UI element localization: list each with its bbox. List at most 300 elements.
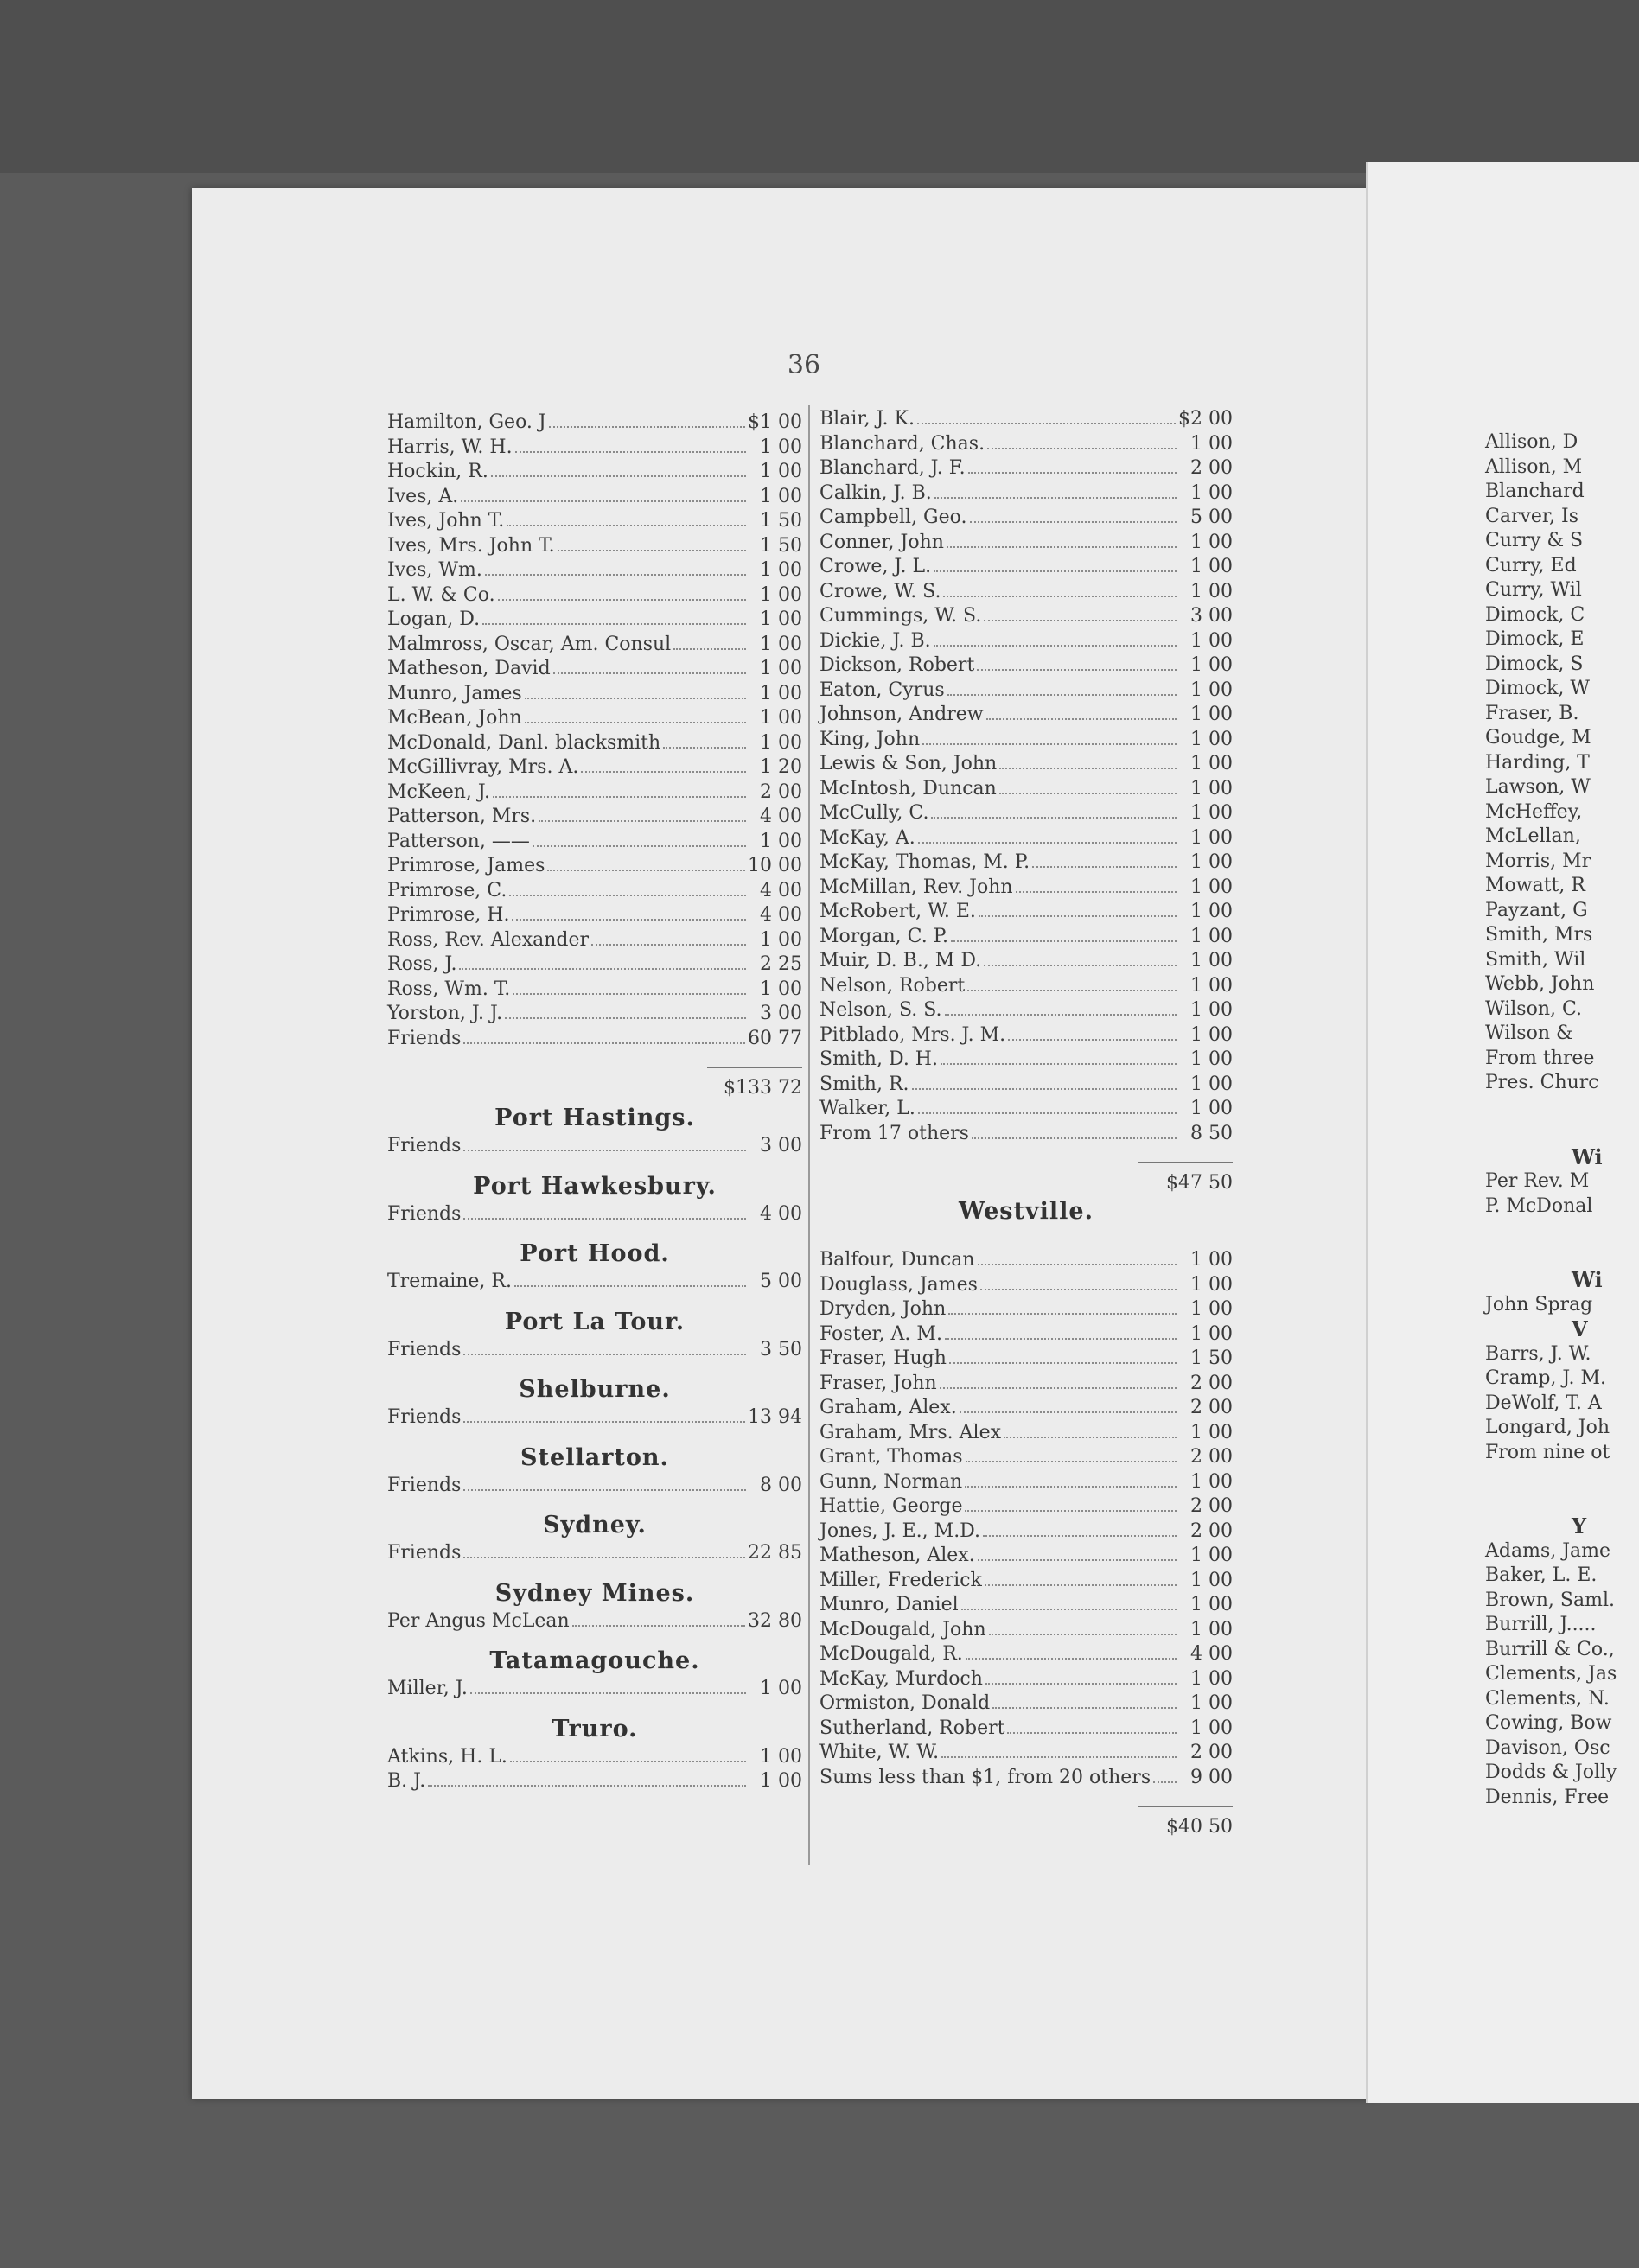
right-page-line: Fraser, B. [1485, 702, 1579, 724]
right-page-line: Dimock, S [1485, 653, 1584, 675]
leader-dots [591, 944, 746, 946]
donor-name: Blanchard, J. F. [820, 457, 966, 479]
donor-name: McMillan, Rev. John [820, 876, 1013, 898]
place-heading: Port La Tour. [504, 1308, 686, 1335]
leader-dots [940, 1387, 1177, 1389]
donor-name: Patterson, Mrs. [387, 806, 537, 827]
donation-amount: 1 00 [1190, 950, 1233, 972]
donation-amount: 1 00 [1190, 876, 1233, 898]
donor-row [387, 534, 802, 559]
leader-dots [961, 1609, 1177, 1610]
right-page-line: John Sprag [1485, 1293, 1593, 1316]
leader-dots [663, 747, 746, 749]
donation-amount: 1 00 [760, 1678, 802, 1699]
donation-amount: 2 00 [1190, 1446, 1233, 1468]
right-page-line: Dimock, E [1485, 628, 1585, 650]
donor-name: McKay, Murdoch [820, 1667, 983, 1690]
donor-name: Sums less than $1, from 20 others [820, 1766, 1151, 1788]
leader-dots [983, 1535, 1177, 1537]
donation-amount: 1 00 [760, 682, 802, 704]
donor-name: Atkins, H. L. [387, 1745, 507, 1768]
donation-amount: 10 00 [748, 855, 802, 876]
leader-dots [967, 990, 1177, 991]
donation-amount: 1 00 [1190, 1618, 1233, 1640]
donation-amount: 13 94 [748, 1406, 802, 1428]
right-page-line: DeWolf, T. A [1485, 1392, 1602, 1414]
leader-dots [463, 1218, 746, 1220]
right-page-line: Dennis, Free [1485, 1786, 1610, 1808]
donor-row [820, 1048, 1233, 1073]
right-page-line: Curry, Wil [1485, 579, 1582, 601]
leader-dots [945, 1014, 1177, 1016]
donation-amount: 2 00 [1190, 1742, 1233, 1763]
donor-row [820, 604, 1233, 629]
right-page-line: Davison, Osc [1485, 1736, 1610, 1759]
right-page-line: P. McDonal [1485, 1195, 1593, 1217]
place-heading: Truro. [552, 1715, 638, 1742]
leader-dots [968, 472, 1177, 474]
right-page-line: Baker, L. E. [1485, 1564, 1598, 1586]
donation-amount: 2 25 [760, 953, 802, 975]
leader-dots [581, 771, 746, 773]
donor-name: Primrose, C. [387, 879, 507, 901]
leader-dots [934, 570, 1177, 572]
donation-amount: 1 00 [1190, 1273, 1233, 1296]
donation-amount: 2 00 [1190, 1495, 1233, 1517]
right-page-line: Clements, Jas [1485, 1663, 1617, 1685]
right-page-line: Lawson, W [1485, 776, 1591, 798]
donor-name: Ross, J. [387, 953, 457, 975]
leader-dots [547, 870, 745, 871]
leader-dots [999, 768, 1177, 769]
donation-amount: 1 00 [760, 830, 802, 852]
donor-row [820, 1421, 1233, 1446]
donor-name: Smith, D. H. [820, 1048, 938, 1070]
donor-name: Miller, J. [387, 1678, 468, 1699]
leader-dots [553, 672, 746, 674]
donation-amount: 2 00 [1190, 1519, 1233, 1542]
donation-amount: 1 00 [1190, 629, 1233, 652]
donor-row [387, 780, 802, 806]
leader-dots [985, 1584, 1177, 1586]
leader-dots [917, 423, 1176, 424]
leader-dots [505, 1017, 746, 1019]
donor-name: Graham, Alex. [820, 1397, 957, 1418]
donation-amount: 1 00 [1190, 1073, 1233, 1095]
donor-row [387, 1474, 802, 1499]
donor-name: Ives, Wm. [387, 559, 482, 581]
donation-amount: 1 00 [1190, 1717, 1233, 1739]
donation-amount: 1 00 [1190, 974, 1233, 997]
donation-amount: 1 00 [1190, 753, 1233, 774]
donation-amount: 1 00 [1190, 1594, 1233, 1615]
donor-name: Malmross, Oscar, Am. Consul [387, 633, 672, 655]
right-page-line: Dimock, W [1485, 678, 1591, 699]
place-heading: Port Hawkesbury. [473, 1172, 717, 1200]
donor-name: From 17 others [820, 1122, 969, 1144]
leader-dots [960, 1411, 1177, 1413]
donor-row [387, 633, 802, 658]
donation-amount: 60 77 [748, 1027, 802, 1049]
right-page-line: Wilson, C. [1485, 997, 1583, 1020]
donor-row [820, 1618, 1233, 1643]
donor-name: Douglass, James [820, 1273, 978, 1296]
leader-dots [459, 968, 746, 970]
donor-name: Patterson, —— [387, 830, 530, 852]
donor-row [820, 1691, 1233, 1717]
donor-name: Friends [387, 1135, 462, 1156]
place-heading: Port Hastings. [494, 1105, 695, 1131]
donor-row [387, 1769, 802, 1794]
leader-dots [984, 620, 1177, 621]
column-divider [808, 405, 810, 1865]
donor-row [387, 731, 802, 756]
leader-dots [978, 1559, 1177, 1561]
donor-row [820, 1519, 1233, 1545]
donation-amount: 1 00 [1190, 531, 1233, 553]
donor-name: Munro, James [387, 682, 522, 704]
donation-amount: 5 00 [1190, 506, 1233, 528]
donor-row [820, 703, 1233, 728]
donor-name: Friends [387, 1406, 462, 1428]
donation-amount: 1 00 [1190, 1048, 1233, 1070]
donation-amount: 1 00 [760, 658, 802, 679]
donation-amount: 3 50 [760, 1338, 802, 1360]
donor-row [820, 1023, 1233, 1048]
leader-dots [428, 1785, 746, 1787]
donation-amount: 1 50 [760, 534, 802, 557]
donation-amount: 1 00 [760, 559, 802, 581]
donor-row [820, 1073, 1233, 1098]
donation-amount: 1 00 [1190, 1470, 1233, 1493]
donor-row [820, 432, 1233, 457]
leader-dots [986, 718, 1177, 720]
right-page-line: Carver, Is [1485, 505, 1578, 527]
donor-row [387, 583, 802, 608]
donor-row [820, 653, 1233, 678]
donor-name: Johnson, Andrew [820, 704, 984, 725]
leader-dots [515, 451, 746, 453]
donor-name: Fraser, Hugh [820, 1347, 947, 1369]
donor-row [387, 903, 802, 928]
right-page-line: Clements, N. [1485, 1687, 1610, 1710]
leader-dots [945, 1338, 1177, 1340]
leader-dots [985, 1683, 1177, 1685]
right-page-line: McHeffey, [1485, 800, 1583, 823]
donor-name: Friends [387, 1474, 462, 1496]
column-total: $40 50 [1166, 1816, 1233, 1838]
right-page-heading: Y [1572, 1513, 1587, 1539]
donor-row [820, 974, 1233, 999]
leader-dots [673, 648, 746, 650]
donation-amount: 1 00 [1190, 1421, 1233, 1443]
donor-name: Ives, John T. [387, 510, 505, 532]
right-page-line: Wilson & [1485, 1023, 1573, 1044]
donor-name: McIntosh, Duncan [820, 777, 997, 800]
place-heading: Shelburne. [519, 1376, 671, 1403]
leader-dots [572, 1625, 745, 1627]
right-page-line: Allison, M [1485, 456, 1583, 478]
donor-name: Fraser, John [820, 1372, 937, 1394]
donation-amount: 1 00 [760, 436, 802, 458]
leader-dots [510, 1761, 746, 1762]
donor-name: Jones, J. E., M.D. [820, 1519, 981, 1542]
donor-row [820, 1470, 1233, 1495]
donor-row [820, 1372, 1233, 1397]
donor-row [387, 1405, 802, 1430]
donor-name: Ives, Mrs. John T. [387, 534, 555, 557]
donor-name: Matheson, David [387, 658, 551, 679]
leader-dots [912, 1088, 1177, 1090]
leader-dots [525, 722, 746, 723]
donor-row [387, 558, 802, 583]
leader-dots [1016, 891, 1177, 893]
donor-name: Calkin, J. B. [820, 481, 932, 504]
donor-name: Logan, D. [387, 608, 481, 630]
donor-name: Hockin, R. [387, 461, 488, 482]
donation-amount: 1 00 [1190, 1569, 1233, 1591]
donation-amount: 1 00 [1190, 728, 1233, 750]
donation-amount: 1 00 [760, 633, 802, 655]
place-heading: Tatamagouche. [489, 1647, 700, 1674]
leader-dots [482, 623, 746, 625]
total-rule [387, 1051, 802, 1075]
donation-amount: $2 00 [1178, 408, 1233, 430]
leader-dots [943, 596, 1177, 597]
donor-row [387, 509, 802, 534]
donor-row [820, 925, 1233, 950]
donation-amount: 1 00 [1190, 1023, 1233, 1046]
page-number: 36 [787, 350, 821, 380]
leader-dots [931, 817, 1177, 819]
donor-row [820, 752, 1233, 777]
right-page-line: Curry & S [1485, 530, 1584, 551]
donation-amount: 3 00 [760, 1003, 802, 1024]
donation-amount: 1 00 [1190, 1249, 1233, 1271]
right-page-line: Morris, Mr [1485, 850, 1591, 872]
donation-amount: $1 00 [748, 411, 802, 433]
donor-row [820, 850, 1233, 876]
donation-amount: 1 00 [1190, 556, 1233, 577]
donation-amount: 8 50 [1190, 1122, 1233, 1144]
donor-name: Primrose, James [387, 855, 545, 876]
donor-name: Nelson, Robert [820, 974, 966, 997]
leader-dots [493, 796, 746, 798]
right-page-line: Cramp, J. M. [1485, 1367, 1607, 1389]
donor-name: Friends [387, 1338, 462, 1360]
donor-row [820, 1717, 1233, 1742]
donation-amount: 4 00 [760, 904, 802, 926]
leader-dots [463, 1042, 745, 1044]
donor-name: McRobert, W. E. [820, 901, 976, 922]
donation-amount: 1 00 [760, 1745, 802, 1768]
donor-row [387, 978, 802, 1003]
donation-amount: 1 00 [760, 928, 802, 951]
donor-name: L. W. & Co. [387, 583, 495, 606]
place-heading: Stellarton. [520, 1443, 669, 1471]
right-page-line: Dimock, C [1485, 603, 1585, 626]
donor-row [820, 555, 1233, 580]
donor-name: Crowe, W. S. [820, 580, 941, 602]
donation-amount: 1 50 [760, 510, 802, 532]
donation-amount: 4 00 [760, 806, 802, 827]
donor-row [387, 1609, 802, 1634]
donation-amount: 1 00 [760, 485, 802, 507]
donor-row [820, 1544, 1233, 1569]
leader-dots [512, 919, 746, 921]
leader-dots [463, 1354, 746, 1355]
donor-row [387, 436, 802, 461]
leader-dots [509, 895, 746, 896]
donor-name: Ives, A. [387, 485, 459, 507]
donation-amount: 3 00 [1190, 605, 1233, 627]
donation-amount: 8 00 [760, 1474, 802, 1496]
donor-name: Friends [387, 1027, 462, 1049]
donor-name: Ross, Rev. Alexander [387, 928, 590, 951]
donation-amount: 1 00 [1190, 654, 1233, 676]
donor-name: Gunn, Norman [820, 1470, 963, 1493]
donor-name: Balfour, Duncan [820, 1249, 975, 1271]
leader-dots [513, 993, 746, 995]
donor-name: Morgan, C. P. [820, 925, 949, 947]
donor-row [387, 411, 802, 436]
leader-dots [525, 698, 746, 699]
right-page-line: From nine ot [1485, 1441, 1610, 1463]
donor-row [820, 1593, 1233, 1618]
donor-row [387, 879, 802, 904]
dark-background [0, 0, 1639, 173]
donor-row [387, 830, 802, 855]
leader-dots [978, 1264, 1177, 1265]
donation-amount: 1 00 [760, 731, 802, 754]
donor-name: Sutherland, Robert [820, 1717, 1005, 1739]
right-page-line: Barrs, J. W. [1485, 1342, 1591, 1365]
donor-name: Tremaine, R. [387, 1271, 512, 1292]
donor-name: Foster, A. M. [820, 1322, 942, 1345]
donor-row [387, 1027, 802, 1052]
donor-row [820, 629, 1233, 654]
donor-row [387, 657, 802, 682]
leader-dots [948, 1313, 1177, 1315]
donation-amount: 1 00 [1190, 481, 1233, 504]
donor-row [820, 481, 1233, 506]
right-page-line: Mowatt, R [1485, 875, 1585, 896]
leader-dots [984, 965, 1177, 966]
donation-amount: 1 00 [1190, 1692, 1233, 1714]
leader-dots [922, 743, 1177, 745]
donor-name: Lewis & Son, John [820, 753, 998, 774]
right-page-line: Longard, Joh [1485, 1417, 1610, 1438]
leader-dots [507, 525, 746, 526]
donor-row [820, 777, 1233, 802]
donation-amount: 4 00 [760, 879, 802, 901]
donation-amount: 1 00 [1190, 777, 1233, 800]
donation-amount: 1 00 [1190, 1298, 1233, 1320]
donor-row [820, 949, 1233, 974]
leader-dots [979, 915, 1177, 917]
leader-dots [1007, 1732, 1177, 1734]
donor-name: McGillivray, Mrs. A. [387, 756, 579, 778]
donation-amount: 1 00 [1190, 826, 1233, 849]
donor-name: Graham, Mrs. Alex [820, 1421, 1002, 1443]
donor-name: King, John [820, 728, 921, 750]
donor-name: McDougald, John [820, 1618, 986, 1640]
donation-amount: 1 00 [1190, 999, 1233, 1021]
donor-column-2 [820, 407, 1233, 1840]
donor-row [387, 1002, 802, 1027]
right-page-line: Goudge, M [1485, 727, 1591, 749]
donation-amount: 1 00 [760, 1770, 802, 1792]
donor-name: Ormiston, Donald [820, 1692, 991, 1714]
donor-row [387, 1134, 802, 1159]
donor-name: Hattie, George [820, 1495, 963, 1517]
donor-row [820, 826, 1233, 851]
place-heading: Sydney Mines. [494, 1579, 695, 1607]
leader-dots [934, 645, 1177, 647]
donation-amount: 1 00 [760, 978, 802, 1000]
donor-name: Friends [387, 1542, 462, 1564]
leader-dots [987, 448, 1177, 449]
donation-amount: 1 00 [760, 707, 802, 729]
leader-dots [461, 500, 746, 502]
right-page-line: Smith, Wil [1485, 948, 1586, 971]
donation-amount: 1 00 [760, 583, 802, 606]
donor-row [387, 755, 802, 780]
donation-amount: 1 00 [1190, 925, 1233, 947]
leader-dots [549, 426, 745, 428]
right-page-line: Allison, D [1485, 431, 1578, 453]
leader-dots [965, 1486, 1177, 1488]
leader-dots [1153, 1781, 1177, 1783]
donor-row [820, 1642, 1233, 1667]
place-heading: Port Hood. [520, 1240, 670, 1267]
donor-name: Blair, J. K. [820, 408, 915, 430]
donation-amount: 1 00 [760, 608, 802, 630]
donor-row [387, 682, 802, 707]
right-page-heading: V [1572, 1316, 1588, 1341]
leader-dots [539, 820, 746, 822]
donor-name: Campbell, Geo. [820, 506, 967, 528]
right-page-line: Burrill & Co., [1485, 1638, 1615, 1660]
donor-row [820, 1248, 1233, 1273]
donor-row [820, 1396, 1233, 1421]
total-rule [820, 1790, 1233, 1814]
donation-amount: 1 00 [760, 461, 802, 482]
donor-name: Pitblado, Mrs. J. M. [820, 1023, 1006, 1046]
leader-dots [918, 842, 1177, 844]
donor-row [387, 1745, 802, 1770]
right-page-heading: Wi [1572, 1144, 1603, 1169]
donor-name: B. J. [387, 1770, 426, 1792]
leader-dots [999, 793, 1177, 794]
donation-amount: 1 00 [1190, 678, 1233, 701]
donor-row [820, 900, 1233, 925]
right-page-line: Pres. Churc [1485, 1072, 1599, 1093]
right-page-text [1485, 430, 1617, 1810]
donor-row [820, 1494, 1233, 1519]
donor-row [820, 1766, 1233, 1791]
leader-dots [491, 475, 746, 477]
donation-amount: 1 00 [1190, 802, 1233, 824]
leader-dots [1008, 1039, 1177, 1041]
donation-amount: 4 00 [760, 1202, 802, 1225]
donation-amount: 1 00 [1190, 704, 1233, 725]
right-page-line: Webb, John [1485, 973, 1595, 995]
donor-row [387, 706, 802, 731]
leader-dots [485, 574, 746, 576]
right-page-line: Adams, Jame [1485, 1539, 1611, 1562]
donor-name: White, W. W. [820, 1742, 940, 1763]
